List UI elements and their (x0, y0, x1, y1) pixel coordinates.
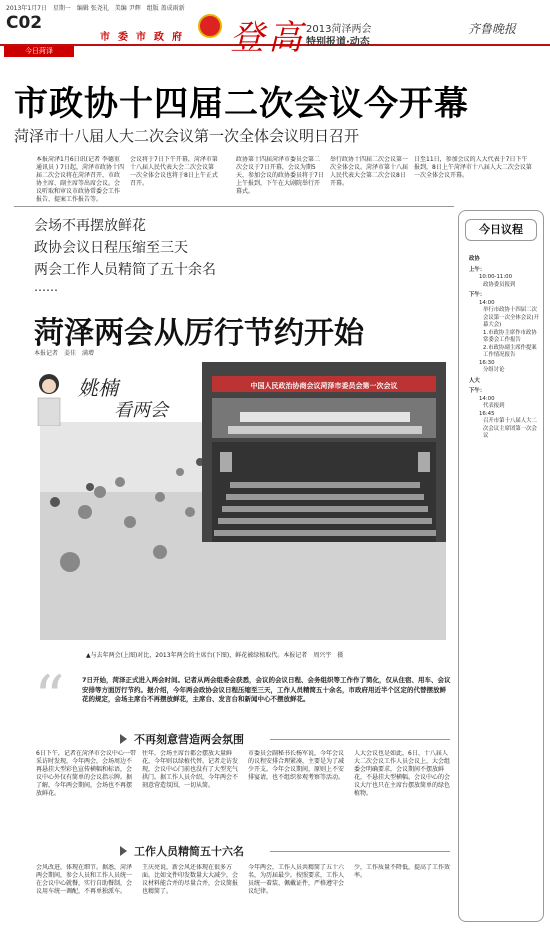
banner-char: 委 (118, 32, 128, 43)
date-line: 2013年1月7日 星期一 编辑 张尧礼 美编 尹辉 组版 盖成雨新 (6, 5, 185, 12)
article-title: 菏泽两会从厉行节约开始 (34, 316, 364, 351)
s1-column-4: 人大会议也是如此，6日、十八届人大二次会议工作人员会议上，大会组委会明确要求，会议期间不摆放鲜花，不悬挂大型横幅。会议中心的会议大厅也只在主席台摆放简单的绿色植物。 (354, 750, 450, 797)
headline: 市政协十四届二次会议今开幕 (14, 84, 469, 124)
column-name-2: 看两会 (114, 400, 168, 421)
agenda-item: 人大 (469, 377, 480, 384)
page-code: C02 (6, 13, 43, 33)
divider (14, 206, 454, 207)
s2-column-2: 王庆亮说，新会风还体现在很多方面。比如文件印发数量大大减少，会议材料能合并的尽量合并，会议简报也精简了。 (142, 864, 239, 895)
top-column-2: 会议将于7日下午开幕，菏泽市第十八届人民代表大会二次会议第一次全体会议也将于8日上午正式召开。 (130, 156, 218, 187)
section-tag: 今日菏泽 (4, 46, 74, 57)
photo-banner: 中国人民政治协商会议菏泽市委员会第一次会议 (250, 382, 398, 390)
subheadline: 菏泽市十八届人大二次会议第一次全体会议明日召开 (14, 127, 360, 145)
agenda-title: 今日议程 (465, 219, 537, 241)
agenda-item: 14:00 (479, 395, 495, 402)
banner-char: 市 (100, 32, 110, 43)
s2-column-1: 会风改进，体现在细节。据悉，菏泽两会期间，参会人员和工作人员统一在会议中心就餐，实行自助餐制，会议用车统一调配，不再单独派车。 (36, 864, 133, 895)
ellipsis: …… (34, 280, 58, 294)
banner-char: 市 (136, 32, 146, 43)
agenda-item: 代表报到 (483, 403, 505, 409)
banner-line-2: 特别报道·动态 (306, 37, 370, 48)
columnist-portrait (34, 368, 64, 426)
agenda-item: 政协委员报到 (483, 281, 516, 288)
agenda-item: 10:00-11:00 (479, 274, 513, 280)
section-1-rule (270, 739, 450, 740)
agenda-item: 2.市政协副主席作提案工作情况报告 (483, 344, 537, 358)
newspaper-name: 齐鲁晚报 (468, 22, 517, 36)
top-column-4: 举行政协十四届二次会议第一次全体会议。菏泽市第十八届人民代表大会第二次会议8日开幕。 (330, 156, 409, 187)
agenda-item: 14:00 (479, 299, 495, 306)
s2-column-4: 少，工作质量不降低，提高了工作效率。 (354, 864, 450, 879)
section-2-title: 工作人员精简五十六名 (134, 845, 244, 858)
banner-char: 政 (154, 32, 164, 43)
agenda-sidebar (458, 210, 544, 922)
top-column-3: 政协第十四届菏泽市委员会第二次会议于7日开幕，会议为期5天，参加会议的政协委员将于7日上午报到，下午在大剧院举行开幕式。 (236, 156, 324, 195)
s2-column-3: 今年两会，工作人员共精简了五十六名，为历届最少。按照要求，工作人员统一着装、佩戴证件，严格遵守会议纪律。 (248, 864, 345, 895)
agenda-item: 上午： (469, 266, 486, 273)
section-arrow-icon (120, 846, 127, 856)
agenda-item: 16:45 (479, 410, 495, 417)
agenda-item: 召开市第十八届人大二次会议主席团第一次会议 (483, 418, 537, 439)
banner-char: 府 (172, 32, 182, 43)
agenda-item: 政协 (469, 256, 480, 262)
banner-title: 登高 (230, 18, 306, 58)
lead-paragraph: 7日开始，菏泽正式进入两会时间。记者从两会组委会获悉，会议的会议日程、会务组织等工作作了简化，仅从住宿、用车、会议安排等方面厉行节约。据介绍，今年两会政协会议日程压缩至三天，工作人员精简五十余名，市政府用近半个区定的代替摆放鲜花的规定，会场主席台不再摆放鲜花，主席台、发言台和新闻中心不摆放鲜花。 (82, 676, 451, 703)
bullet-2: 政协会议日程压缩至三天 (34, 240, 188, 256)
s1-column-3: 市委员会副秘书长杨军说，今年会议的议程安排合理紧凑，主要是为了减少开支。今年会议期间，原则上不安排宴请，也不组织参观考察等活动。 (248, 750, 345, 781)
s1-column-2: 往年，会场主席台都会摆放大量鲜花，今年则以绿植代替。记者走访发现，会议中心门前也没有了大型充气拱门。据工作人员介绍，今年两会不刻意营造氛围，一切从简。 (142, 750, 239, 789)
bullet-1: 会场不再摆放鲜花 (34, 218, 146, 234)
columnist-logo (30, 362, 200, 432)
top-column-5: 日至11日，参加会议的人大代表于7日下午报到，8日上午菏泽市十八届人大二次会议第一次全体会议开幕。 (414, 156, 532, 179)
banner-line-1: 2013菏泽两会 (306, 24, 372, 35)
agenda-item: 举行市政协十四届二次会议第一次全体会议(开幕大会) (483, 307, 540, 328)
agenda-item: 下午： (469, 388, 486, 394)
quote-mark-icon: “ (34, 663, 65, 733)
agenda-item: 下午： (469, 292, 486, 298)
national-emblem-icon (198, 14, 222, 38)
column-name-1: 姚楠 (78, 376, 118, 400)
top-column-1: 本报菏泽1月6日讯(记者 李德重 通讯员 ) 7日起，菏泽市政协十四届二次会议将在菏泽召开，市政协主席、副主席等出席会议。会议听取和审议市政协常委会工作报告、提案工作报告等。 (36, 156, 124, 202)
section-arrow-icon (120, 734, 127, 744)
s1-column-1: 6日下午，记者在菏泽市会议中心一带采访时发现，今年两会，会场周边不再悬挂大型彩色宣传横幅和标语，会议中心外仅有简单的会议指示牌。据了解，今年两会期间，会场也不再摆放鲜花。 (36, 750, 136, 797)
byline: 本报记者 姜佳 满增 (34, 350, 95, 357)
agenda-list (469, 253, 541, 441)
agenda-item: 16:30 (479, 359, 495, 366)
section-2-rule (270, 851, 450, 852)
agenda-item: 分组讨论 (483, 367, 505, 373)
photo-caption: ▲与去年两会(上图)对比，2013年两会的主席台(下图)，鲜花被绿植取代。本报记者 周兴宇 摄 (86, 652, 344, 659)
agenda-item: 1.市政协主席作市政协常委会工作报告 (483, 329, 537, 343)
section-1-title: 不再刻意营造两会氛围 (134, 733, 244, 746)
bullet-3: 两会工作人员精简了五十余名 (34, 262, 216, 278)
